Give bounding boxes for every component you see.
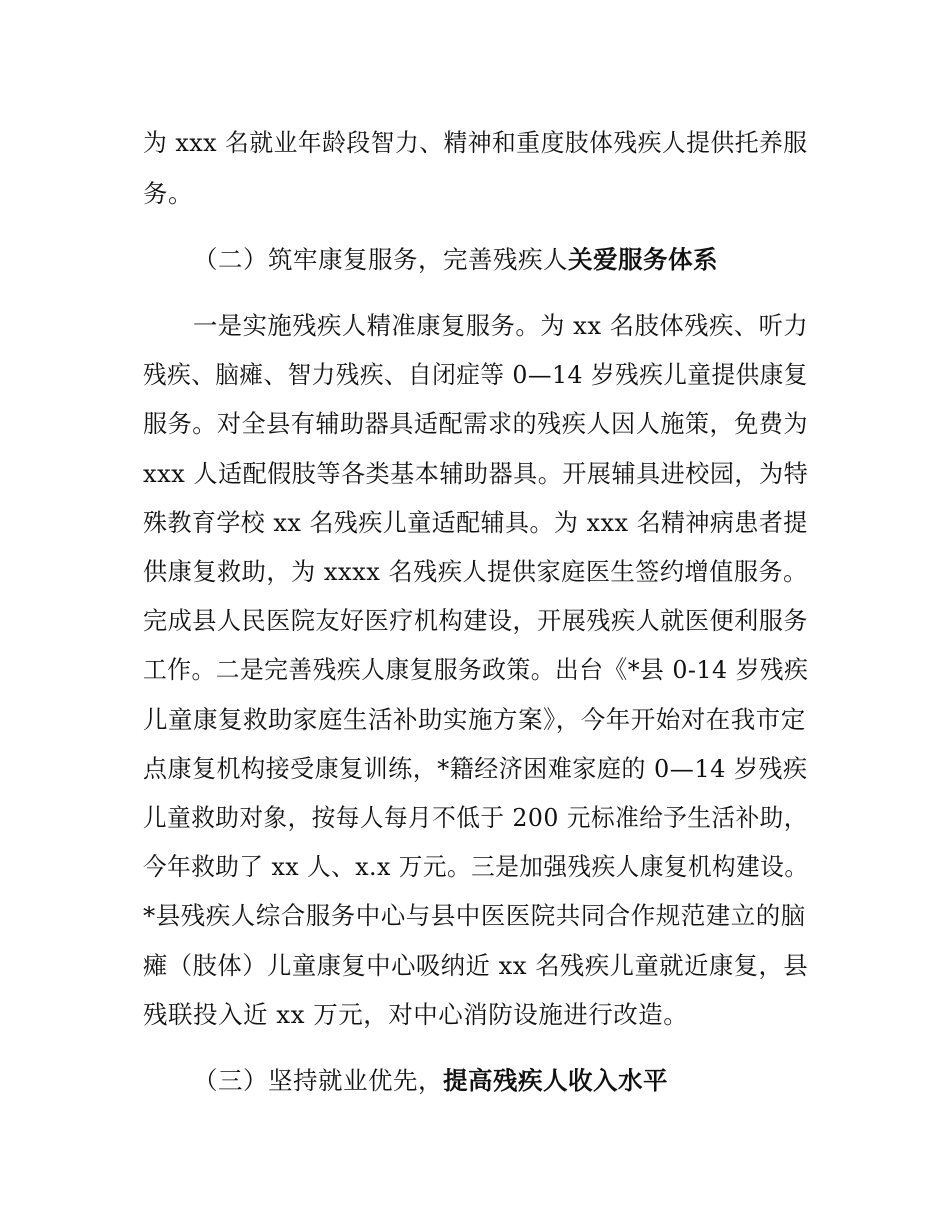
paragraph-line: 儿童救助对象，按每人每月不低于 200 元标准给予生活补助， — [143, 803, 808, 832]
paragraph-line: *县残疾人综合服务中心与县中医医院共同合作规范建立的脑 — [143, 901, 806, 930]
paragraph-line: 瘫（肢体）儿童康复中心吸纳近 xx 名残疾儿童就近康复，县 — [143, 951, 809, 980]
paragraph-line: 残联投入近 xx 万元，对中心消防设施进行改造。 — [143, 1000, 689, 1029]
heading-text: （三）坚持就业优先， — [193, 1066, 443, 1095]
paragraph-line: 服务。对全县有辅助器具适配需求的残疾人因人施策，免费为 — [143, 409, 809, 438]
paragraph-line: 供康复救助，为 xxxx 名残疾人提供家庭医生签约增值服务。 — [143, 557, 808, 586]
paragraph-line: xxx 人适配假肢等各类基本辅助器具。开展辅具进校园，为特 — [143, 459, 809, 488]
paragraph-line: 完成县人民医院友好医疗机构建设，开展残疾人就医便利服务 — [143, 606, 809, 635]
paragraph-line: 工作。二是完善残疾人康复服务政策。出台《*县 0-14 岁残疾 — [143, 655, 809, 684]
paragraph-line: 一是实施残疾人精准康复服务。为 xx 名肢体残疾、听力 — [193, 311, 809, 340]
paragraph-line: 儿童康复救助家庭生活补助实施方案》，今年开始对在我市定 — [143, 705, 806, 734]
paragraph-line: 殊教育学校 xx 名残疾儿童适配辅具。为 xxx 名精神病患者提 — [143, 508, 808, 537]
paragraph-line: 今年救助了 xx 人、x.x 万元。三是加强残疾人康复机构建设。 — [143, 852, 809, 881]
heading-bold-text: 关爱服务体系 — [568, 245, 718, 274]
heading-bold-text: 提高残疾人收入水平 — [443, 1066, 668, 1095]
paragraph-line: 为 xxx 名就业年龄段智力、精神和重度肢体残疾人提供托养服 — [143, 128, 808, 157]
heading-text: （二）筑牢康复服务，完善残疾人 — [193, 245, 568, 274]
paragraph-line: 点康复机构接受康复训练，*籍经济困难家庭的 0—14 岁残疾 — [143, 754, 808, 783]
section-heading-3 — [193, 1066, 668, 1096]
section-heading-2 — [193, 245, 718, 275]
paragraph-line: 务。 — [143, 179, 193, 208]
paragraph-line: 残疾、脑瘫、智力残疾、自闭症等 0—14 岁残疾儿童提供康复 — [143, 360, 808, 389]
